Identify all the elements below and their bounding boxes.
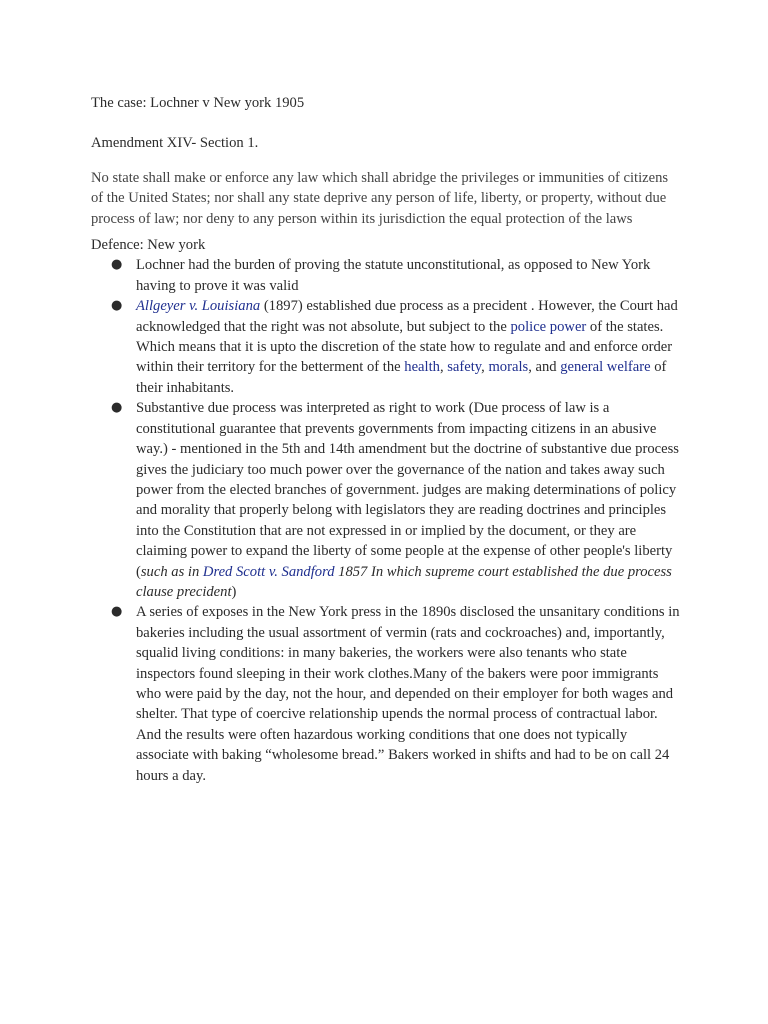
separator-text: , [439, 359, 448, 376]
case-title: The case: Lochner v New york 1905 [91, 95, 305, 111]
document-body [91, 93, 681, 786]
link-general-welfare[interactable]: general welfare [560, 359, 651, 376]
bullet-icon: ● [111, 257, 123, 273]
bullet-text: Substantive due process was interpreted as right to work (Due process of law is a constitutional guarantee that prevents governments from impacting citizens in an abusive way.) - mentioned in the 5th and 14th amendment but the doctrine of substantive due process gives the judiciary too much power over the governance of the nation and takes away such power from the elected branches of government. judges are making determinations of policy and morality that properly belong with legislators they are reading doctrines and principles into the Constitution that are not expressed in or implied by the document, or they are claiming power to expand the liberty of some people at the expense of other people's liberty ( [136, 400, 679, 580]
defence-bullet-list [91, 255, 681, 786]
italic-text: 1857 In which supreme court established the due process clause precident [136, 563, 672, 600]
bullet-icon: ● [111, 298, 123, 314]
separator-text: , [481, 359, 489, 376]
amendment-text: No state shall make or enforce any law which shall abridge the privileges or immunities of citizens of the United States; nor shall any state deprive any person of life, liberty, or property, without due process of law; nor deny to any person within its jurisdiction the equal protection of the laws [91, 169, 669, 227]
bullet-item-bakery-conditions [91, 602, 681, 786]
bullet-text: ) [231, 583, 237, 600]
bullet-text: of the states. Which means that it is upto the discretion of the state how to regulate and and enforce order within their territory for the betterment of the [136, 318, 673, 376]
link-police-power[interactable]: police power [510, 318, 587, 335]
bullet-icon: ● [111, 604, 123, 620]
amendment-heading: Amendment XIV- Section 1. [91, 135, 259, 152]
link-morals[interactable]: morals [488, 359, 529, 376]
bullet-text: A series of exposes in the New York press in the 1890s disclosed the unsanitary conditions in bakeries including the usual assortment of vermin (rats and cockroaches) and, importantly, squalid living conditions: in many bakeries, the workers were also tenants who state inspectors found sleeping in their work clothes.Many of the bakers were poor immigrants who were paid by the day, not the hour, and depended on their employer for both wages and shelter. That type of coercive relationship upends the normal process of contractual labor. And the results were often hazardous working conditions that one does not typically associate with baking “wholesome bread.” Bakers worked in shifts and had to be on call 24 hours a day. [136, 604, 680, 784]
bullet-text: of their inhabitants. [136, 359, 667, 396]
link-allgeyer-v-louisiana[interactable]: Allgeyer v. Louisiana [136, 298, 261, 315]
link-dred-scott-v-sandford[interactable]: Dred Scott v. Sandford [202, 563, 335, 580]
bullet-item-burden-of-proof [91, 255, 681, 296]
bullet-icon: ● [111, 400, 123, 416]
defence-heading: Defence: New york [91, 237, 206, 254]
link-health[interactable]: health [404, 359, 440, 376]
italic-text: such as in [140, 563, 203, 580]
bullet-text: , and [528, 359, 561, 376]
link-safety[interactable]: safety [447, 359, 482, 376]
bullet-text: Lochner had the burden of proving the statute unconstitutional, as opposed to New York having to prove it was valid [136, 257, 651, 294]
bullet-text: (1897) established due process as a precident . However, the Court had acknowledged that the right was not absolute, but subject to the [136, 298, 678, 335]
bullet-item-allgeyer [91, 296, 681, 398]
bullet-item-substantive-due-process [91, 398, 681, 602]
